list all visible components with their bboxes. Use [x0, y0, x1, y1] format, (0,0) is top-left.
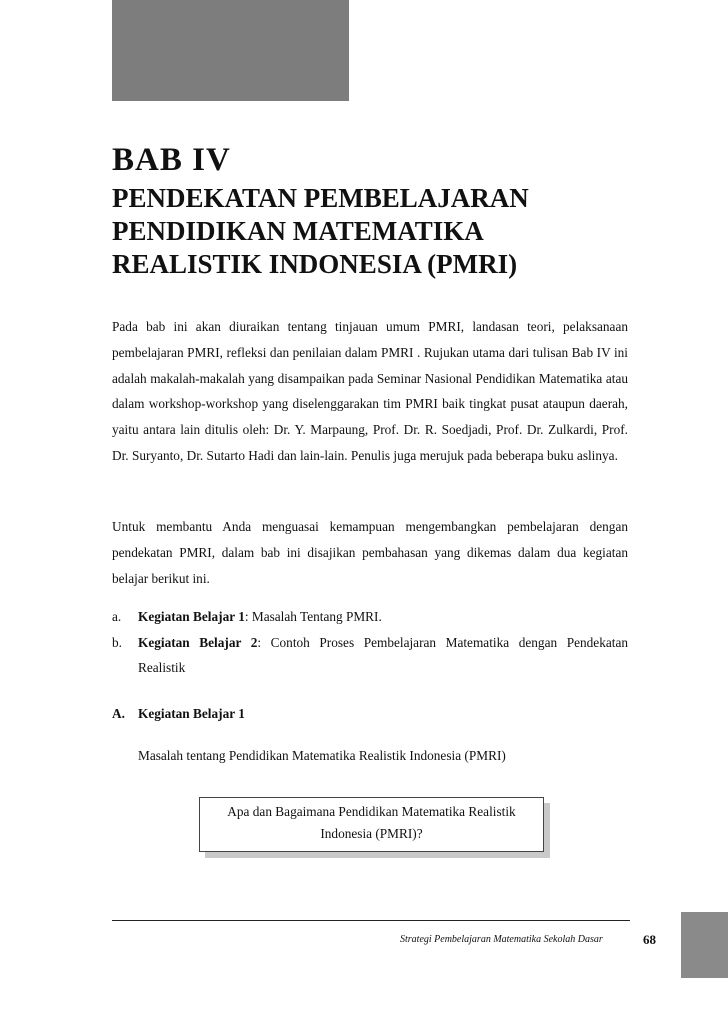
page-tab-gray-block: [681, 912, 728, 978]
question-line: Indonesia (PMRI)?: [320, 826, 423, 841]
chapter-heading: [112, 140, 672, 281]
section-marker: A.: [112, 706, 125, 721]
footer-title: Strategi Pembelajaran Matematika Sekolah Dasar: [400, 934, 603, 945]
list-item: [112, 604, 628, 630]
footer-divider: [112, 920, 630, 921]
chapter-title: [112, 182, 672, 281]
activity-list: [112, 604, 628, 681]
list-item-desc: : Contoh Proses Pembelajaran Matematika dengan Pendekatan Realistik: [138, 634, 628, 675]
section-heading: [112, 706, 245, 722]
section-title: Kegiatan Belajar 1: [138, 706, 245, 721]
chapter-title-line: REALISTIK INDONESIA (PMRI): [112, 249, 518, 279]
list-item-title: Kegiatan Belajar 2: [138, 634, 258, 650]
chapter-title-line: PENDEKATAN PEMBELAJARAN: [112, 183, 529, 213]
list-marker: a.: [112, 609, 122, 624]
chapter-number: BAB IV: [112, 142, 231, 178]
purpose-paragraph: Untuk membantu Anda menguasai kemampuan mengembangkan pembelajaran dengan pendekatan PMRI, dalam bab ini disajikan pembahasan yang dikemas dalam dua kegiatan belajar berikut ini.: [112, 519, 628, 586]
section-subtitle: Masalah tentang Pendidikan Matematika Realistik Indonesia (PMRI): [138, 748, 506, 763]
list-item: [112, 630, 628, 681]
list-marker: b.: [112, 634, 122, 650]
list-item-desc: : Masalah Tentang PMRI.: [244, 609, 382, 624]
page-number: 68: [643, 932, 656, 947]
chapter-title-line: PENDIDIKAN MATEMATIKA: [112, 216, 484, 246]
question-line: Apa dan Bagaimana Pendidikan Matematika Realistik: [227, 804, 516, 819]
question-box: [199, 797, 544, 852]
list-item-title: Kegiatan Belajar 1: [138, 609, 245, 624]
header-gray-block: [112, 0, 349, 101]
intro-paragraph: Pada bab ini akan diuraikan tentang tinjauan umum PMRI, landasan teori, pelaksanaan pembelajaran PMRI, refleksi dan penilaian dalam PMRI . Rujukan utama dari tulisan Bab IV ini adalah makalah-makalah yang disampaikan pada Seminar Nasional Pendidikan Matematika atau dalam workshop-workshop yang diselenggarakan tim PMRI baik tingkat pusat ataupun daerah, yaitu antara lain ditulis oleh: Dr. Y. Marpaung, Prof. Dr. R. Soedjadi, Prof. Dr. Zulkardi, Prof. Dr. Suryanto, Dr. Sutarto Hadi dan lain-lain. Penulis juga merujuk pada beberapa buku aslinya.: [112, 319, 628, 463]
